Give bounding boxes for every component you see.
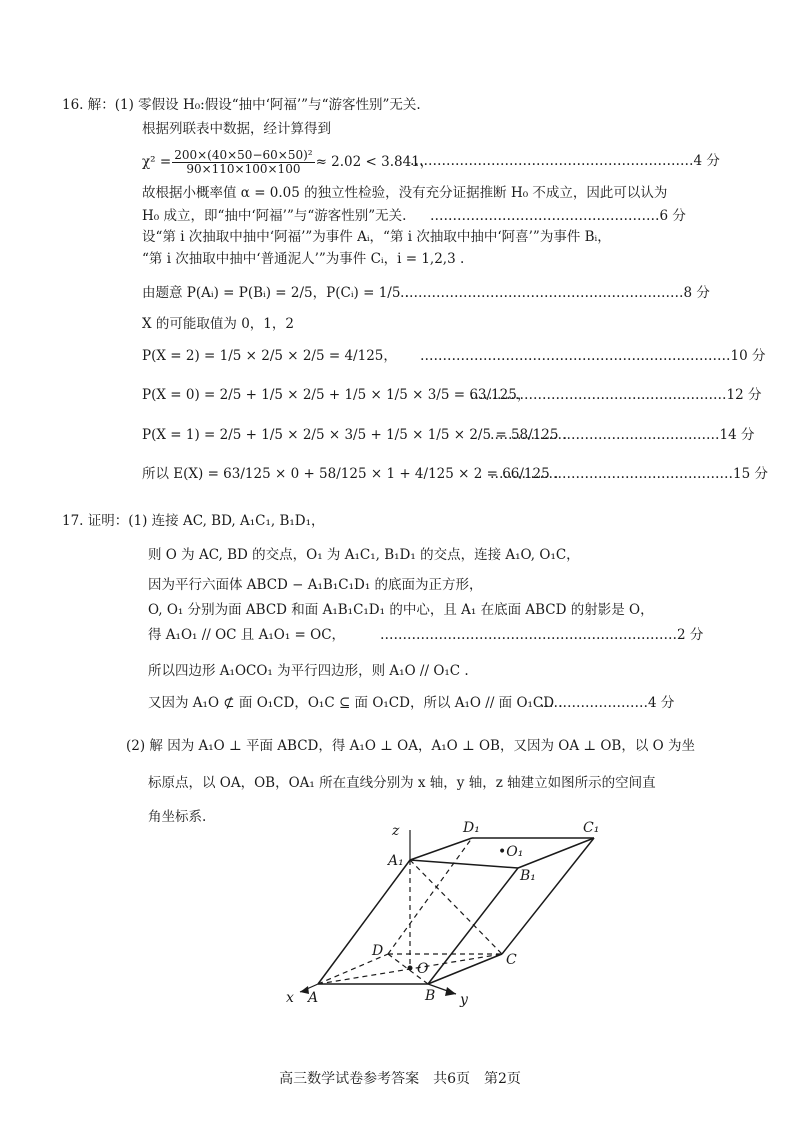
label-a1: A₁: [388, 853, 404, 869]
prob-score: ………………………………………………………8 分: [400, 285, 710, 301]
q16-line-4: 故根据小概率值 α = 0.05 的独立性检验，没有充分证据推断 H₀ 不成立，因此可以认为: [142, 185, 668, 201]
q17-line-6: 所以四边形 A₁OCO₁ 为平行四边形，则 A₁O // O₁C .: [148, 663, 469, 679]
px2-line: P(X = 2) = 1/5 × 2/5 × 2/5 = 4/125，: [142, 348, 397, 364]
edge-a1-a: [318, 860, 410, 984]
x-values-line: X 的可能取值为 0，1，2: [142, 316, 294, 332]
ex-score: ………………………………………………15 分: [490, 466, 768, 482]
q17-line-5: 得 A₁O₁ // OC 且 A₁O₁ = OC，: [148, 627, 346, 643]
q17-line-7: 又因为 A₁O ⊄ 面 O₁CD，O₁C ⊆ 面 O₁CD，所以 A₁O // 面 O₁CD .: [148, 695, 563, 711]
chi-rhs: ≈ 2.02 < 3.841，: [315, 154, 434, 170]
q16-line-5-score: ……………………………………………6 分: [430, 208, 686, 224]
y-arrow-icon: [445, 987, 456, 996]
px0-score: …………………………………………………12 分: [470, 387, 762, 403]
chi-score: ………………………………………………………4 分: [410, 153, 720, 169]
q17-line-1: 17. 证明：(1) 连接 AC, BD, A₁C₁, B₁D₁，: [62, 513, 325, 529]
chi-square-formula: [142, 142, 433, 182]
label-c: C: [506, 952, 517, 968]
point-o: [408, 966, 413, 971]
edge-b1-a1: [410, 860, 518, 868]
q17-part2-line-2: 标原点，以 OA，OB，OA₁ 所在直线分别为 x 轴，y 轴，z 轴建立如图所示的空间直: [148, 775, 656, 791]
q17-line-5-score: …………………………………………………………2 分: [380, 627, 704, 643]
label-b: B: [425, 988, 436, 1004]
q17-line-2: 则 O 为 AC, BD 的交点，O₁ 为 A₁C₁, B₁D₁ 的交点，连接 A₁O, O₁C，: [148, 547, 580, 563]
q17-line-7-score: ……………………4 分: [540, 695, 675, 711]
label-o: O: [417, 961, 429, 977]
chi-denominator: 90×110×100×100: [186, 161, 301, 176]
q16-line-7: “第 i 次抽取中抽中‘普通泥人’”为事件 Cᵢ，i = 1,2,3 .: [142, 251, 465, 267]
chi-numerator: 200×(40×50−60×50)²: [174, 147, 313, 162]
edge-b1-b: [428, 868, 518, 984]
chi-lhs: χ² =: [142, 154, 172, 170]
label-b1: B₁: [520, 868, 536, 884]
q16-line-5: H₀ 成立，即“抽中‘阿福’”与“游客性别”无关.: [142, 208, 407, 224]
q17-line-3: 因为平行六面体 ABCD − A₁B₁C₁D₁ 的底面为正方形，: [148, 577, 483, 593]
chi-fraction: [172, 149, 314, 176]
label-a: A: [308, 990, 319, 1006]
px2-score: ……………………………………………………………10 分: [420, 348, 766, 364]
px0-line: P(X = 0) = 2/5 + 1/5 × 2/5 + 1/5 × 1/5 × 3/5 = 63/125，: [142, 387, 531, 403]
label-d: D: [372, 943, 384, 959]
label-o1: •O₁: [498, 844, 524, 860]
q16-line-2: 根据列联表中数据，经计算得到: [142, 121, 331, 137]
label-c1: C₁: [583, 820, 600, 836]
ex-line: 所以 E(X) = 63/125 × 0 + 58/125 × 1 + 4/125 × 2 = 66/125 .: [142, 466, 559, 482]
parallelepiped-diagram: [280, 808, 620, 1013]
edge-a1-d1: [410, 838, 472, 860]
q17-part2-line-1: (2) 解 因为 A₁O ⊥ 平面 ABCD，得 A₁O ⊥ OA，A₁O ⊥ OB，又因为 OA ⊥ OB，以 O 为坐: [126, 738, 696, 754]
label-y: y: [460, 992, 468, 1008]
px1-line: P(X = 1) = 2/5 + 1/5 × 2/5 × 3/5 + 1/5 × 1/5 × 2/5 = 58/125 .: [142, 427, 568, 443]
q16-line-6: 设“第 i 次抽取中抽中‘阿福’”为事件 Aᵢ，“第 i 次抽取中抽中‘阿喜’”为事件 Bᵢ，: [142, 229, 611, 245]
label-x: x: [286, 990, 294, 1006]
label-d1: D₁: [463, 820, 480, 836]
q17-line-4: O, O₁ 分别为面 ABCD 和面 A₁B₁C₁D₁ 的中心，且 A₁ 在底面 ABCD 的射影是 O，: [148, 602, 654, 618]
prob-line: 由题意 P(Aᵢ) = P(Bᵢ) = 2/5，P(Cᵢ) = 1/5 .: [142, 285, 410, 301]
q17-part2-line-3: 角坐标系.: [148, 809, 207, 825]
q16-line-1: 16. 解：(1) 零假设 H₀:假设“抽中‘阿福’”与“游客性别”无关.: [62, 97, 421, 113]
px1-score: ……………………………………………14 分: [490, 427, 755, 443]
page-footer: 高三数学试卷参考答案 共6页 第2页: [279, 1071, 521, 1087]
label-z: z: [392, 823, 400, 839]
